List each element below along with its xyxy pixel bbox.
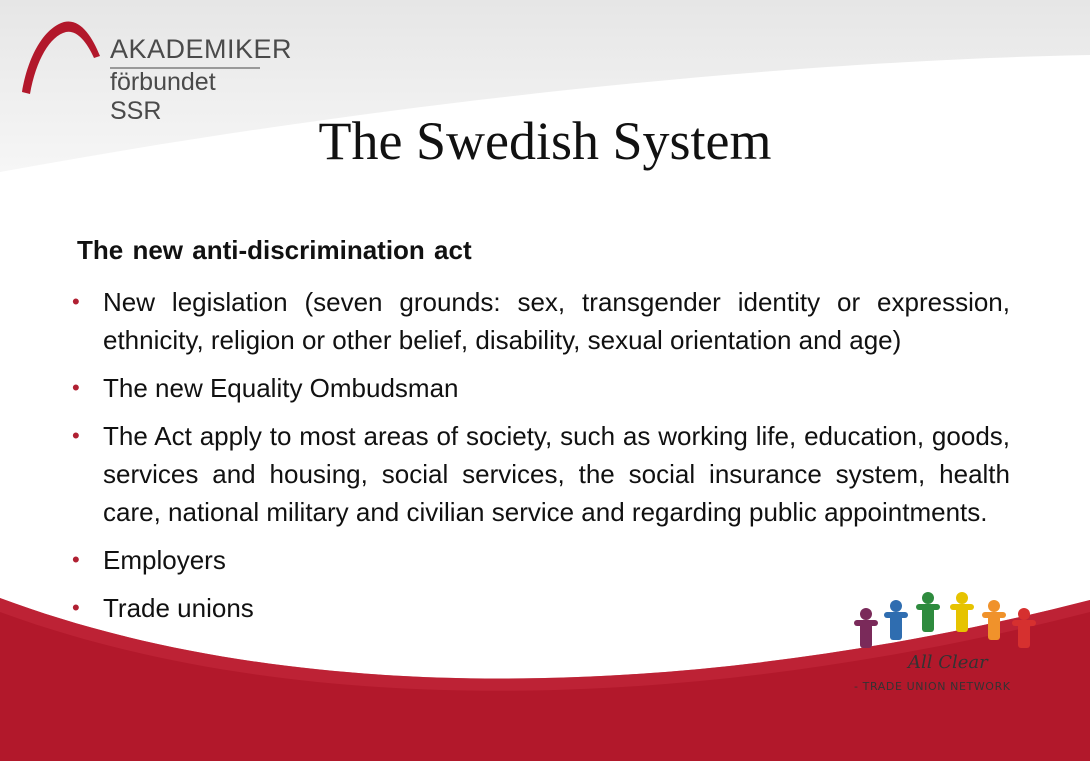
all-clear-logo bbox=[846, 590, 1046, 700]
list-item: • The Act apply to most areas of society, such as working life, education, goods, services and housing, social services, the social insurance system, health care, national military and civilian service and regarding public appointments. bbox=[60, 417, 1010, 531]
list-item: • Employers bbox=[60, 541, 1010, 579]
bullet-icon: • bbox=[72, 423, 80, 448]
bullet-icon: • bbox=[72, 547, 80, 572]
people-figures-icon bbox=[846, 590, 1046, 652]
bullet-icon: • bbox=[72, 375, 80, 400]
slide-subtitle: The new anti-discrimination act bbox=[77, 235, 472, 265]
all-clear-name: All Clear bbox=[908, 652, 988, 673]
list-item: • Trade unions bbox=[60, 589, 1010, 627]
list-item: • The new Equality Ombudsman bbox=[60, 369, 1010, 407]
logo-text-line2: förbundet SSR bbox=[110, 68, 216, 125]
bullet-icon: • bbox=[72, 595, 80, 620]
logo-arc-icon bbox=[18, 16, 108, 100]
bullet-icon: • bbox=[72, 289, 80, 314]
akademiker-logo bbox=[18, 16, 293, 125]
all-clear-tagline: - TRADE UNION NETWORK bbox=[854, 680, 1011, 693]
logo-text-line1: AKADEMIKER bbox=[110, 34, 293, 64]
slide-title: The Swedish System bbox=[318, 111, 772, 171]
list-item: • New legislation (seven grounds: sex, transgender identity or expression, ethnicity, religion or other belief, disability, sexual orientation and age) bbox=[60, 283, 1010, 359]
bullet-list bbox=[60, 283, 1010, 637]
